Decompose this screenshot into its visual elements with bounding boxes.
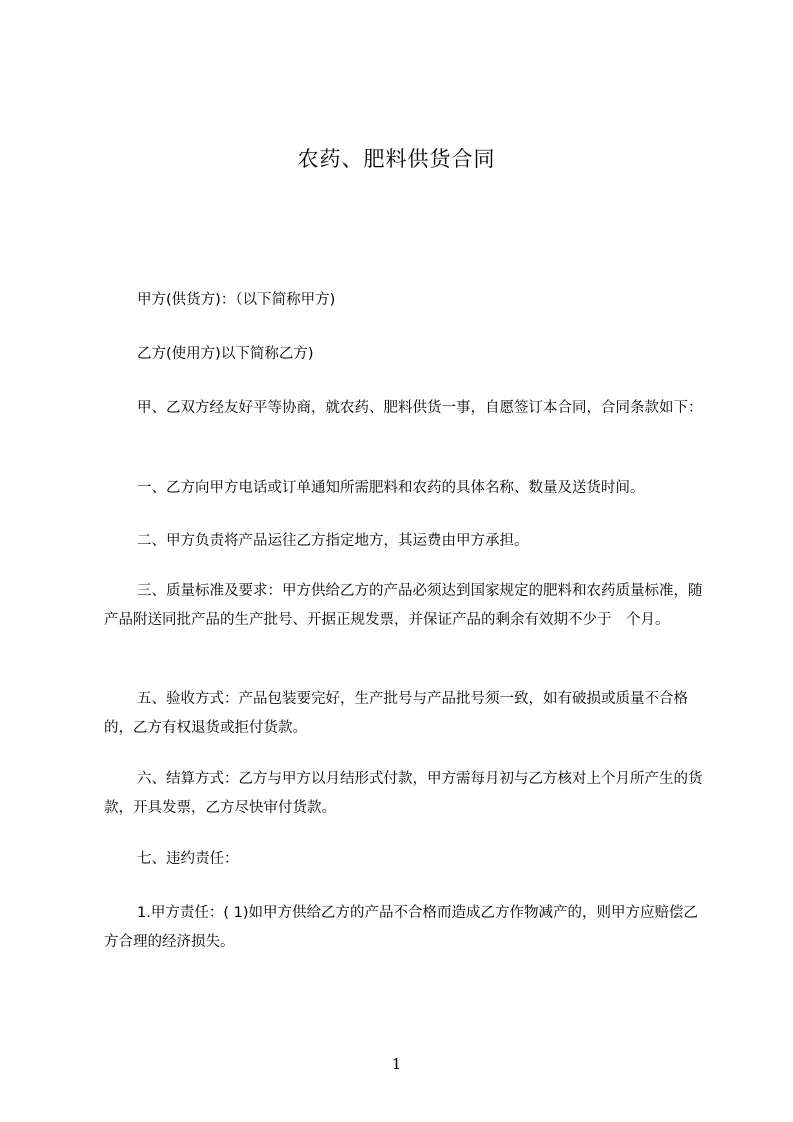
paragraph-preamble: 甲、乙双方经友好平等协商，就农药、肥料供货一事，自愿签订本合同，合同条款如下：: [137, 400, 703, 416]
paragraph-clause-3: 三、质量标准及要求：甲方供给乙方的产品必须达到国家规定的肥料和农药质量标准，随产品附送同批产品的生产批号、开据正规发票，并保证产品的剩余有效期不少于 个月。: [104, 583, 703, 628]
paragraph-party-a: 甲方(供货方)：（以下简称甲方): [137, 292, 336, 308]
paragraph-clause-7: 七、违约责任：: [137, 851, 239, 867]
paragraph-clause-2: 二、甲方负责将产品运往乙方指定地方，其运费由甲方承担。: [137, 533, 529, 549]
paragraph-clause-7-1: 1.甲方责任：( 1)如甲方供给乙方的产品不合格而造成乙方作物减产的，则甲方应赔偿乙方合理的经济损失。: [104, 905, 698, 950]
paragraph-clause-6: 六、结算方式：乙方与甲方以月结形式付款，甲方需每月初与乙方核对上个月所产生的货款，开具发票，乙方尽快审付货款。: [104, 771, 703, 816]
page-number: 1: [391, 1055, 402, 1073]
document-title: 农药、肥料供货合同: [297, 147, 496, 171]
paragraph-clause-1: 一、乙方向甲方电话或订单通知所需肥料和农药的具体名称、数量及送货时间。: [137, 480, 645, 496]
paragraph-clause-5: 五、验收方式：产品包装要完好，生产批号与产品批号须一致，如有破损或质量不合格的，乙方有权退货或拒付货款。: [104, 691, 688, 736]
paragraph-party-b: 乙方(使用方)以下简称乙方): [137, 346, 314, 362]
